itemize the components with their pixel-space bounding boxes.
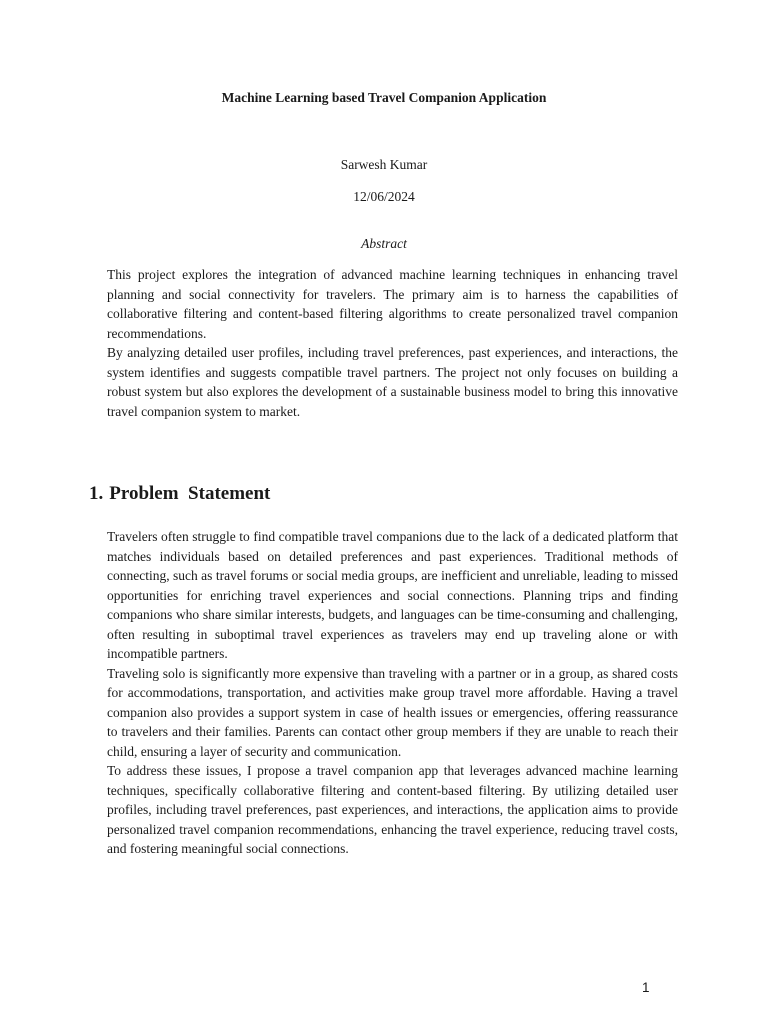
section-body — [107, 527, 678, 859]
abstract-paragraph: This project explores the integration of advanced machine learning techniques in enhancing travel planning and social connectivity for travelers. The primary aim is to harness the capabilities of collaborative filtering and content-based filtering algorithms to create personalized travel companion recommendations. — [107, 267, 678, 341]
section-paragraph: To address these issues, I propose a travel companion app that leverages advanced machine learning techniques, specifically collaborative filtering and content-based filtering. By utilizing detailed user profiles, including travel preferences, past experiences, and interactions, the application aims to provide personalized travel companion recommendations, enhancing the travel experience, reducing travel costs, and fostering meaningful social connections. — [107, 763, 678, 856]
section-paragraph: Travelers often struggle to find compatible travel companions due to the lack of a dedicated platform that matches individuals based on detailed preferences and past experiences. Traditional methods of connecting, such as travel forums or social media groups, are inefficient and unreliable, leading to missed opportunities for enriching travel experiences and social connections. Planning trips and finding companions who share similar interests, budgets, and languages can be time-consuming and challenging, often resulting in suboptimal travel experiences as travelers may end up traveling alone or with incompatible partners. — [107, 529, 678, 661]
abstract-body — [107, 265, 678, 421]
abstract-heading: Abstract — [361, 236, 407, 251]
section-title: Problem Statement — [109, 483, 271, 504]
document-title: Machine Learning based Travel Companion Application — [221, 90, 547, 105]
page-number: 1 — [642, 980, 650, 995]
document-date: 12/06/2024 — [353, 189, 415, 204]
section-heading — [89, 483, 270, 505]
section-paragraph: Traveling solo is significantly more expensive than traveling with a partner or in a group, as shared costs for accommodations, transportation, and activities make group travel more affordable. Having a travel companion also provides a support system in case of health issues or emergencies, offering reassurance to travelers and their families. Parents can contact other group members if they are unable to reach their child, ensuring a layer of security and communication. — [107, 665, 678, 759]
abstract-paragraph: By analyzing detailed user profiles, including travel preferences, past experiences, and interactions, the system identifies and suggests compatible travel partners. The project not only focuses on building a robust system but also explores the development of a sustainable business model to bring this innovative travel companion system to market. — [107, 345, 678, 419]
section-number: 1. — [89, 483, 104, 504]
author-name: Sarwesh Kumar — [340, 157, 428, 172]
